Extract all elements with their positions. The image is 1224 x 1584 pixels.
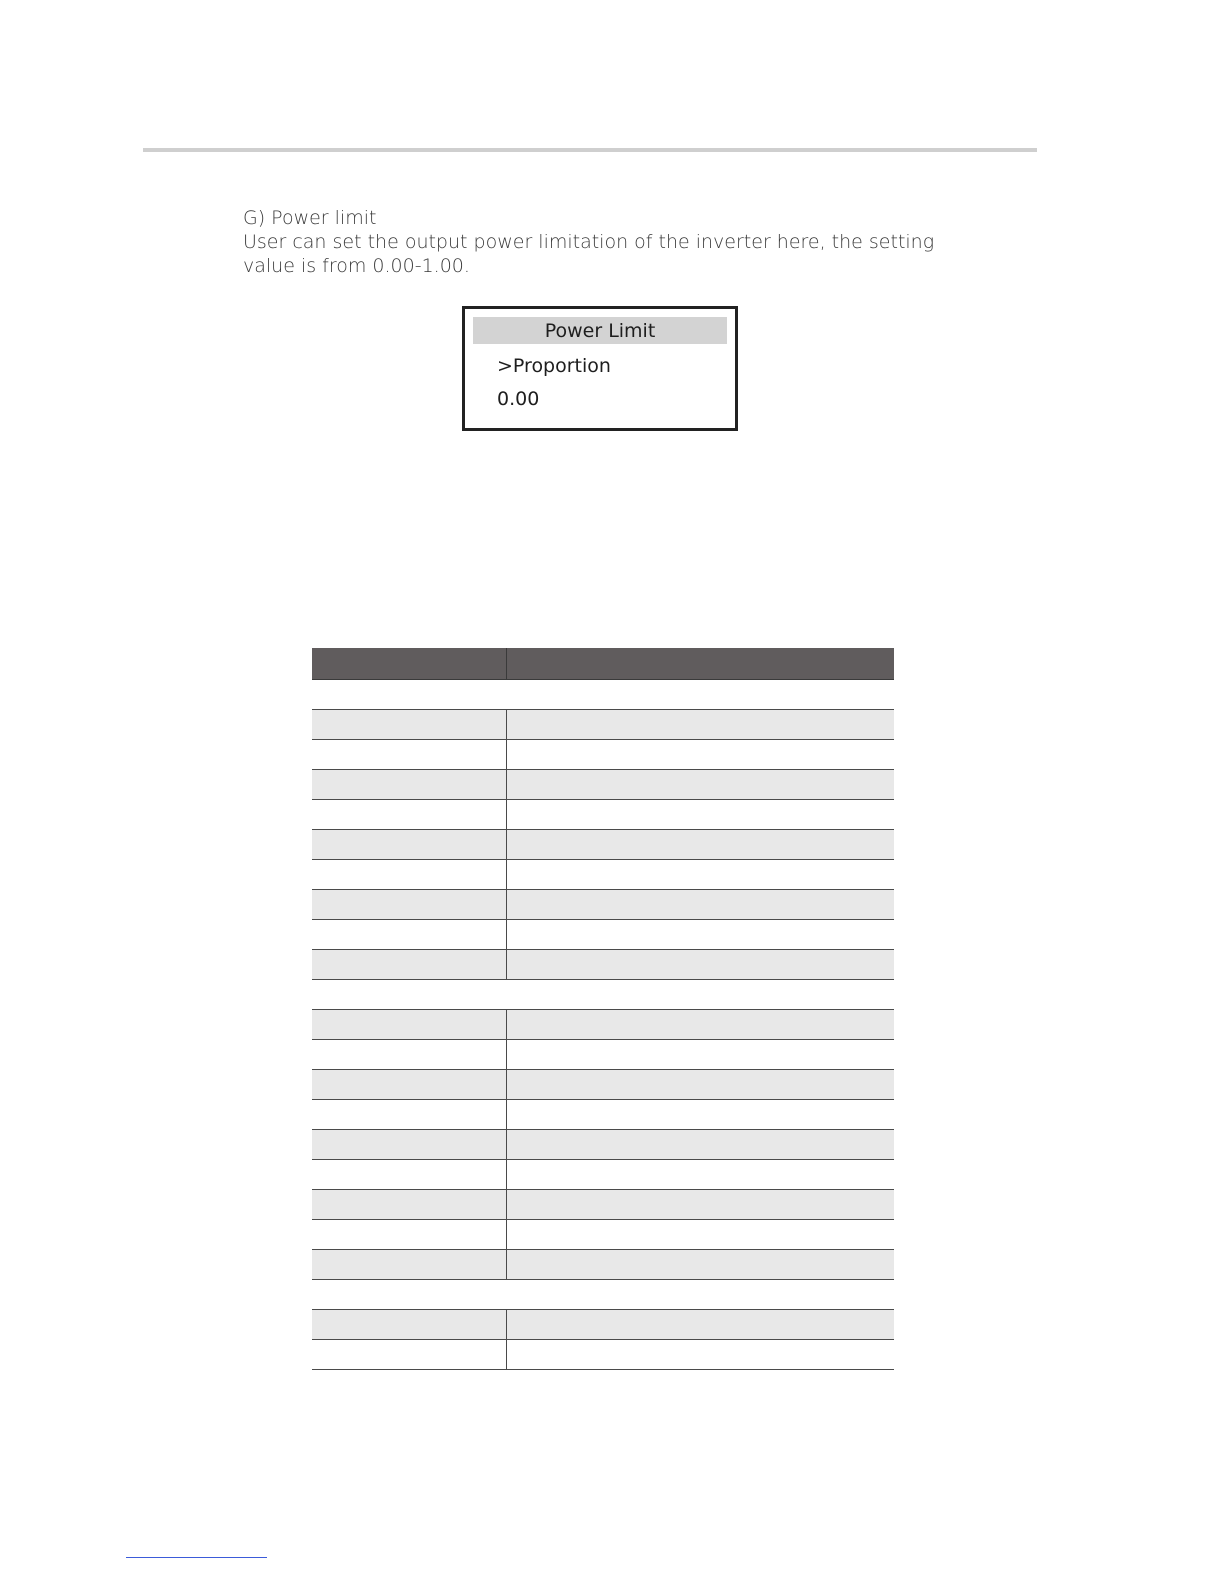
table-header-row [312, 648, 894, 680]
table-cell-value [507, 740, 894, 769]
section-text [243, 206, 983, 278]
table-group-row [312, 680, 894, 710]
table-row [312, 1070, 894, 1100]
table-cell-label [312, 1130, 507, 1159]
table-row [312, 920, 894, 950]
table-cell-value [507, 890, 894, 919]
table-cell-value [507, 1010, 894, 1039]
table-cell-label [312, 830, 507, 859]
table-row [312, 890, 894, 920]
table-cell-label [312, 740, 507, 769]
table-row [312, 830, 894, 860]
table-cell-label [312, 710, 507, 739]
table-cell-label [312, 1340, 507, 1369]
table-row [312, 1220, 894, 1250]
table-row [312, 1130, 894, 1160]
table-cell-label [312, 800, 507, 829]
table-cell-value [507, 830, 894, 859]
table-cell-value [507, 1040, 894, 1069]
table-row [312, 770, 894, 800]
table-row [312, 1100, 894, 1130]
table-row [312, 740, 894, 770]
table-cell-value [507, 800, 894, 829]
lcd-menu-item: >Proportion [497, 355, 611, 377]
table-cell-value [507, 1340, 894, 1369]
table-cell-value [507, 1100, 894, 1129]
table-cell-value [507, 770, 894, 799]
table-cell-label [312, 1010, 507, 1039]
table-row [312, 1310, 894, 1340]
table-cell-value [507, 1130, 894, 1159]
table-row [312, 1010, 894, 1040]
table-row [312, 1040, 894, 1070]
table-cell-label [312, 1160, 507, 1189]
table-cell-value [507, 710, 894, 739]
table-row [312, 1190, 894, 1220]
table-cell-label [312, 1040, 507, 1069]
lcd-title: Power Limit [473, 317, 727, 344]
table-cell-value [507, 1220, 894, 1249]
table-cell-value [507, 648, 894, 679]
lcd-value: 0.00 [497, 388, 540, 410]
table-cell-label [312, 950, 507, 979]
table-row [312, 860, 894, 890]
table-row [312, 1160, 894, 1190]
footnote-link-line[interactable] [126, 1557, 267, 1558]
table-row [312, 1250, 894, 1280]
table-group-row [312, 980, 894, 1010]
table-cell-label [312, 770, 507, 799]
table-cell-label [312, 1070, 507, 1099]
table-row [312, 1340, 894, 1370]
header-rule [143, 148, 1037, 152]
table-cell-value [507, 1070, 894, 1099]
table-cell-label [312, 1310, 507, 1339]
lcd-display [462, 306, 738, 431]
table-cell-value [507, 1190, 894, 1219]
table-cell-label [312, 648, 507, 679]
table-cell-value [507, 860, 894, 889]
table-cell-value [507, 1250, 894, 1279]
table-cell-label [312, 860, 507, 889]
table-cell-value [507, 920, 894, 949]
spec-table [312, 648, 894, 1370]
table-group-row [312, 1280, 894, 1310]
table-cell-value [507, 950, 894, 979]
section-description: User can set the output power limitation of the inverter here, the setting value is from 0.00-1.00. [243, 231, 935, 277]
table-cell-label [312, 890, 507, 919]
table-cell-label [312, 1220, 507, 1249]
table-row [312, 800, 894, 830]
section-heading: G) Power limit [243, 207, 377, 229]
table-row [312, 950, 894, 980]
table-cell-label [312, 1250, 507, 1279]
table-row [312, 710, 894, 740]
table-cell-label [312, 920, 507, 949]
table-cell-value [507, 1160, 894, 1189]
table-cell-value [507, 1310, 894, 1339]
table-cell-label [312, 1100, 507, 1129]
table-cell-label [312, 1190, 507, 1219]
